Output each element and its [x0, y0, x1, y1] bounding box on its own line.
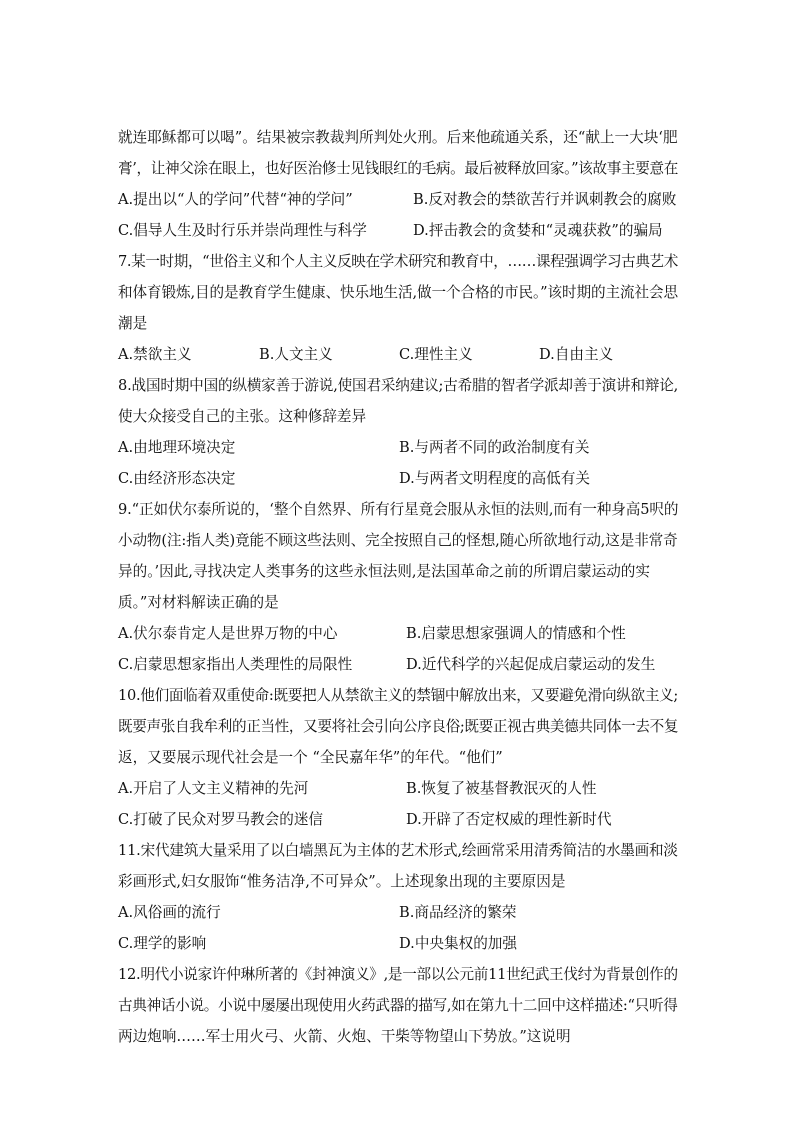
question-7-text-line: 潮是	[118, 315, 148, 332]
question-9-options-row-2	[118, 655, 678, 675]
question-9-text-line: 小动物(注:指人类)竟能不顾这些法则、完全按照自己的怪想,随心所欲地行动,这是非常奇	[118, 532, 678, 549]
option-d[interactable]: D.自由主义	[539, 346, 614, 363]
question-10-text-line: 10.他们面临着双重使命:既要把人从禁欲主义的禁锢中解放出来，又要避免滑向纵欲主义;	[118, 687, 678, 704]
question-6-options-row-1	[118, 190, 678, 210]
question-8-options-row-2	[118, 469, 678, 489]
option-a[interactable]: A.伏尔泰肯定人是世界万物的中心	[118, 625, 338, 642]
option-b[interactable]: B.商品经济的繁荣	[399, 904, 517, 921]
question-12-text-line: 古典神话小说。小说中屡屡出现使用火药武器的描写,如在第九十二回中这样描述:“只听得	[118, 997, 678, 1014]
exam-page	[118, 128, 678, 1047]
option-b[interactable]: B.恢复了被基督教泯灭的人性	[406, 780, 597, 797]
option-a[interactable]: A.风俗画的流行	[118, 904, 221, 921]
question-11-options-row-1	[118, 903, 678, 923]
option-a[interactable]: A.由地理环境决定	[118, 439, 236, 456]
question-9-text-line: 异的。’因此,寻找决定人类事务的这些永恒法则,是法国革命之前的所谓启蒙运动的实	[118, 563, 650, 580]
option-d[interactable]: D.中央集权的加强	[399, 935, 517, 952]
question-10-text-line: 既要声张自我牟利的正当性，又要将社会引向公序良俗;既要正视古典美德共同体一去不复	[118, 718, 679, 735]
option-d[interactable]: D.近代科学的兴起促成启蒙运动的发生	[406, 656, 656, 673]
question-10-text-line: 返，又要展示现代社会是一个 “全民嘉年华”的年代。“他们”	[118, 749, 503, 766]
option-c[interactable]: C.由经济形态决定	[118, 470, 236, 487]
question-6-text-line: 膏’，让神父涂在眼上，也好医治修士见钱眼红的毛病。最后被释放回家。”该故事主要意在	[118, 160, 678, 177]
question-12-text-line: 两边炮响……军士用火弓、火箭、火炮、干柴等物望山下势放。”这说明	[118, 1028, 571, 1045]
option-d[interactable]: D.开辟了否定权威的理性新时代	[406, 811, 612, 828]
option-b[interactable]: B.与两者不同的政治制度有关	[399, 439, 590, 456]
option-a[interactable]: A.禁欲主义	[118, 346, 192, 363]
option-d[interactable]: D.抨击教会的贪婪和“灵魂获救”的骗局	[413, 222, 663, 239]
option-c[interactable]: C.打破了民众对罗马教会的迷信	[118, 811, 324, 828]
option-d[interactable]: D.与两者文明程度的高低有关	[399, 470, 590, 487]
option-b[interactable]: B.人文主义	[259, 346, 333, 363]
question-9-options-row-1	[118, 624, 678, 644]
option-c[interactable]: C.理性主义	[399, 346, 473, 363]
question-6-text-line: 就连耶稣都可以喝”。结果被宗教裁判所判处火刑。后来他疏通关系，还“献上一大块‘肥	[118, 129, 678, 146]
question-11-text-line: 11.宋代建筑大量采用了以白墙黑瓦为主体的艺术形式,绘画常采用清秀简洁的水墨画和淡	[118, 842, 678, 859]
option-c[interactable]: C.倡导人生及时行乐并崇尚理性与科学	[118, 222, 367, 239]
option-c[interactable]: C.启蒙思想家指出人类理性的局限性	[118, 656, 353, 673]
question-7-options-row	[118, 345, 678, 365]
question-12-text-line: 12.明代小说家许仲琳所著的《封神演义》,是一部以公元前11世纪武王伐纣为背景创作的	[118, 966, 678, 983]
question-10-options-row-1	[118, 779, 678, 799]
question-8-options-row-1	[118, 438, 678, 458]
option-b[interactable]: B.反对教会的禁欲苦行并讽刺教会的腐败	[413, 191, 677, 208]
question-9-text-line: 9.“正如伏尔泰所说的，‘整个自然界、所有行星竟会服从永恒的法则,而有一种身高5呎的	[118, 501, 679, 518]
question-10-options-row-2	[118, 810, 678, 830]
question-8-text-line: 8.战国时期中国的纵横家善于游说,使国君采纳建议;古希腊的智者学派却善于演讲和辩论,	[118, 377, 679, 394]
question-6-options-row-2	[118, 221, 678, 241]
option-a[interactable]: A.开启了人文主义精神的先河	[118, 780, 309, 797]
option-a[interactable]: A.提出以“人的学问”代替“神的学问”	[118, 191, 353, 208]
question-7-text-line: 和体育锻炼,目的是教育学生健康、快乐地生活,做一个合格的市民。”该时期的主流社会思	[118, 284, 678, 301]
option-b[interactable]: B.启蒙思想家强调人的情感和个性	[406, 625, 626, 642]
question-7-text-line: 7.某一时期，“世俗主义和个人主义反映在学术研究和教育中，……课程强调学习古典艺术	[118, 253, 678, 270]
question-11-text-line: 彩画形式,妇女服饰“惟务洁净,不可异众”。上述现象出现的主要原因是	[118, 873, 566, 890]
question-9-text-line: 质。”对材料解读正确的是	[118, 594, 279, 611]
question-8-text-line: 使大众接受自己的主张。这种修辞差异	[118, 408, 367, 425]
option-c[interactable]: C.理学的影响	[118, 935, 207, 952]
question-11-options-row-2	[118, 934, 678, 954]
